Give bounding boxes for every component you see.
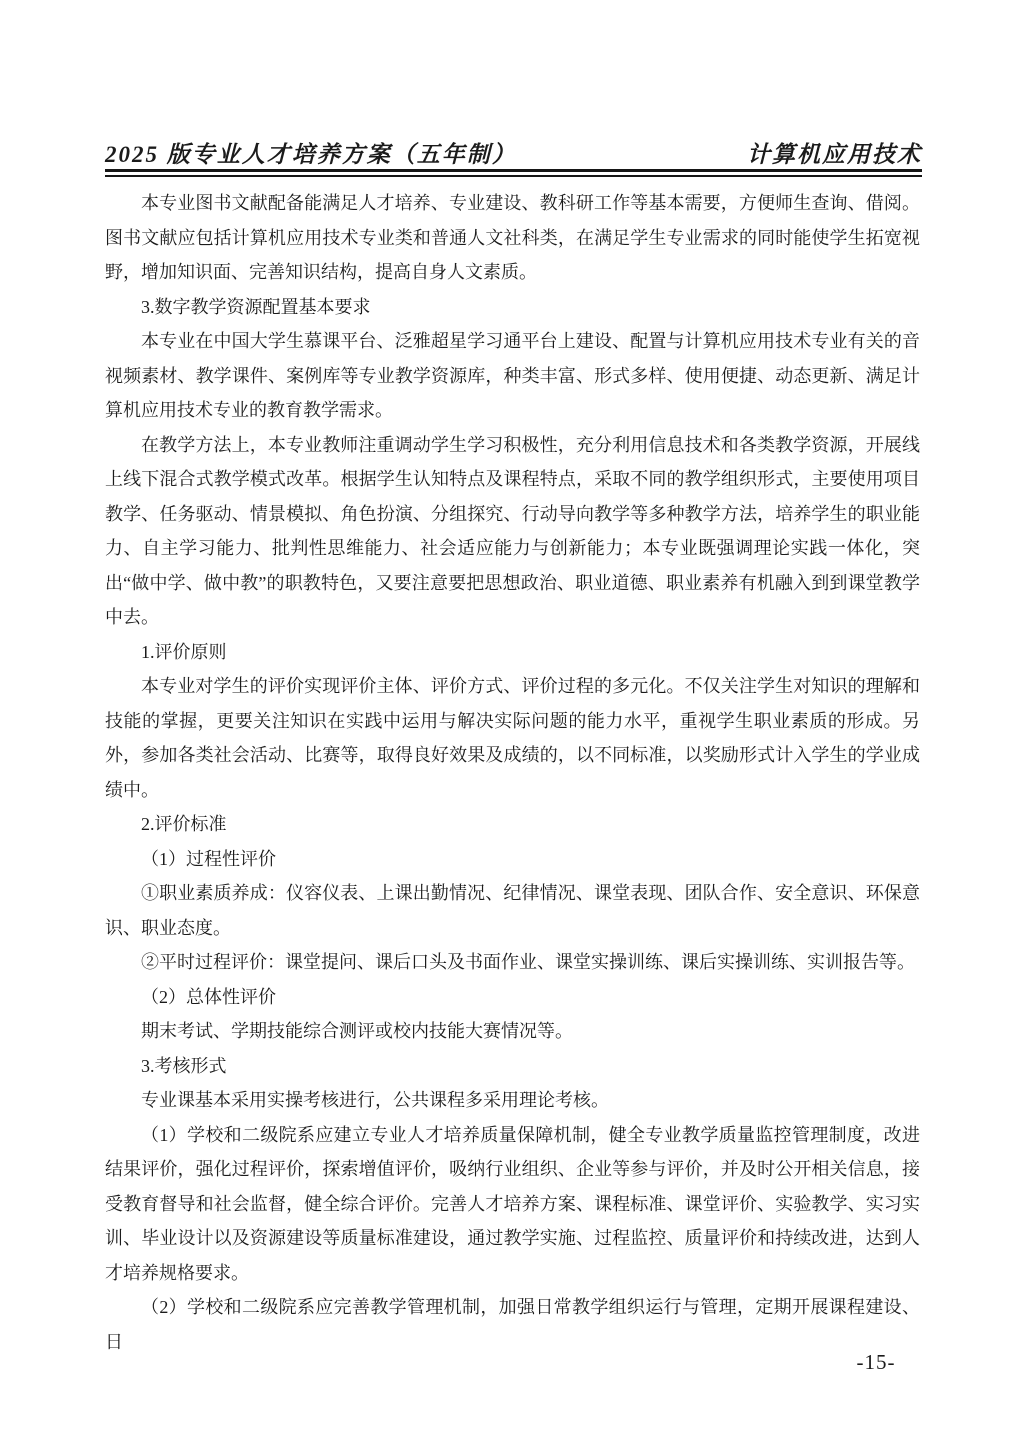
paragraph: 期末考试、学期技能综合测评或校内技能大赛情况等。 <box>141 1021 573 1041</box>
header-left-title: 2025 版专业人才培养方案（五年制） <box>105 142 517 167</box>
page-header <box>105 136 922 169</box>
list-item: ②平时过程评价：课堂提问、课后口头及书面作业、课堂实操训练、课后实操训练、实训报告等。 <box>141 952 915 972</box>
section-heading: 3.考核形式 <box>141 1055 227 1076</box>
section-heading: 1.评价原则 <box>141 641 227 662</box>
paragraph: （1）学校和二级院系应建立专业人才培养质量保障机制，健全专业教学质量监控管理制度，改进结果评价，强化过程评价，探索增值评价，吸纳行业组织、企业等参与评价，并及时公开相关信息，接受教育督导和社会监督，健全综合评价。完善人才培养方案、课程标准、课堂评价、实验教学、实习实训、毕业设计以及资源建设等质量标准建设，通过教学实施、过程监控、质量评价和持续改进，达到人才培养规格要求。 <box>105 1124 920 1283</box>
page-number: -15- <box>856 1350 896 1374</box>
section-heading: 2.评价标准 <box>141 814 227 834</box>
paragraph: 本专业在中国大学生慕课平台、泛雅超星学习通平台上建设、配置与计算机应用技术专业有关的音视频素材、教学课件、案例库等专业教学资源库，种类丰富、形式多样、使用便捷、动态更新、满足计算机应用技术专业的教育教学需求。 <box>105 331 920 420</box>
sub-heading: （2）总体性评价 <box>141 986 276 1007</box>
paragraph: 在教学方法上，本专业教师注重调动学生学习积极性，充分利用信息技术和各类教学资源，开展线上线下混合式教学模式改革。根据学生认知特点及课程特点，采取不同的教学组织形式，主要使用项目教学、任务驱动、情景模拟、角色扮演、分组探究、行动导向教学等多种教学方法，培养学生的职业能力、自主学习能力、批判性思维能力、社会适应能力与创新能力；本专业既强调理论实践一体化，突出“做中学、做中教”的职教特色，又要注意要把思想政治、职业道德、职业素养有机融入到到课堂教学中去。 <box>105 434 920 627</box>
header-right-title: 计算机应用技术 <box>747 142 922 167</box>
header-double-rule <box>105 169 922 177</box>
sub-heading: （1）过程性评价 <box>141 848 276 869</box>
paragraph: 本专业对学生的评价实现评价主体、评价方式、评价过程的多元化。不仅关注学生对知识的理解和技能的掌握，更要关注知识在实践中运用与解决实际问题的能力水平，重视学生职业素质的形成。另外，参加各类社会活动、比赛等，取得良好效果及成绩的，以不同标准，以奖励形式计入学生的学业成绩中。 <box>105 676 920 800</box>
paragraph: 本专业图书文献配备能满足人才培养、专业建设、教科研工作等基本需要，方便师生查询、借阅。图书文献应包括计算机应用技术专业类和普通人文社科类，在满足学生专业需求的同时能使学生拓宽视野，增加知识面、完善知识结构，提高自身人文素质。 <box>105 193 920 282</box>
document-body <box>105 186 920 1359</box>
list-item: ①职业素质养成：仪容仪表、上课出勤情况、纪律情况、课堂表现、团队合作、安全意识、环保意识、职业态度。 <box>105 883 920 938</box>
paragraph: 专业课基本采用实操考核进行，公共课程多采用理论考核。 <box>141 1090 609 1110</box>
section-heading: 3.数字教学资源配置基本要求 <box>141 296 371 317</box>
paragraph: （2）学校和二级院系应完善教学管理机制，加强日常教学组织运行与管理，定期开展课程建设、日 <box>105 1297 920 1352</box>
